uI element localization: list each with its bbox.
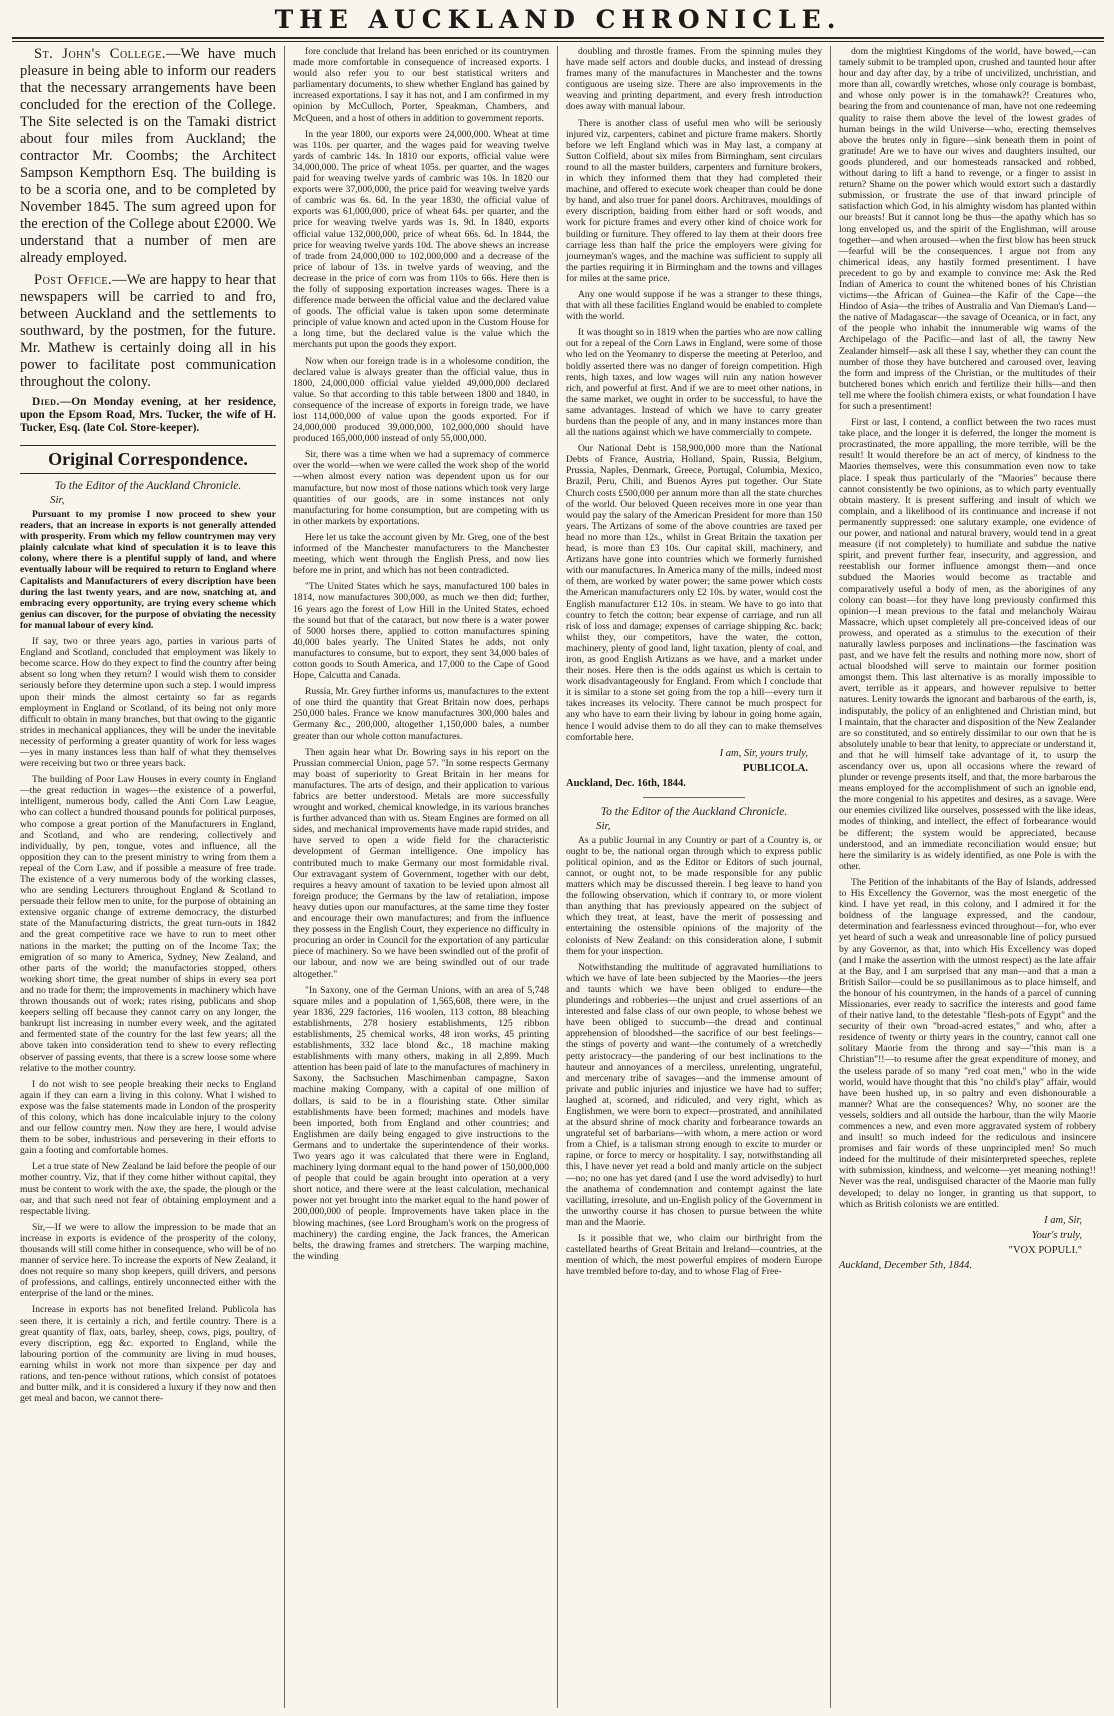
paragraph: Russia, Mr. Grey further informs us, manufactures to the extent of one third the quantity that Great Britain now does, perhaps 250,000 bales. France we know manufactures 300,000 bales and Germany &c., 200,000, altogether 1,150,000 bales, a number greater than our whole cotton manufactures. — [293, 686, 549, 742]
column-2 — [285, 46, 558, 1708]
paragraph: Sir,—If we were to allow the impression to be made that an increase in exports is evidence of the prosperity of the colony, thousands will still come hither in consequence, who will be of no manner of service here. To increase the exports of New Zealand, it does not require so many shop keepers, quill drivers, and persons of professions, and callings, entirely unconnected either with the enterprise of the land or the mines. — [20, 1221, 276, 1300]
article-st-johns-college — [20, 46, 276, 267]
article-heading: Post Office. — [34, 272, 113, 288]
letter-signature: PUBLICOLA. — [742, 762, 808, 774]
paragraph: Notwithstanding the multitude of aggravated humiliations to which we have of late been subjected by the Maories—the jeers and taunts which we have been obliged to endure—the plunderings and robberies—the unjust and cruel assertions of an interested and false class of our own people, to whose behest we have been obliged to succumb—the dread and continual apprehension of bloodshed—the sacrifice of our best feelings—the stings of poverty and want—the contumely of a wretchedly petty aristocracy—the pandering of our best inclinations to the hauteur and annoyances of a merciless, unrelenting, ungrateful, and mercenary tribe of savages—and the immense amount of private and public injuries and injustice we have had to suffer; laughed at, scorned, and ridiculed, and very right, which as Englishmen, we were born to expect—prostrated, and annihilated at the absurd shrine of mock charity and forbearance towards an ungrateful set of barbarians—with whom, a mere action or word from a Chief, is a talisman strong enough to excite to murder or rapine, or force to mercy or hospitality. I say, notwithstanding all this, I have never yet read a bold and manly article on the subject—no; no one has yet dared (and I use the word advisedly) to hurl the anathema of condemnation and contempt against the late vacillating, irresolute, and un-English policy of the Government in the unworthy course it has chosen to pursue between the white man and the Maorie. — [566, 961, 822, 1228]
paragraph: Pursuant to my promise I now proceed to shew your readers, that an increase in exports is not generally attended with prosperity. From which my fellow countrymen may very plainly calculate what kind of speculation it is to leave this colony, where there is a plentiful supply of land, and where eventually labour will be required to return to England where Capitalists and Manufacturers of every discription have been during the last twenty years, and are now, snatching at, and embracing every opportunity, are trying every scheme which genius can discover, for the purpose of obviating the necessity for manual labour of every kind. — [20, 509, 276, 631]
letter-address: To the Editor of the Auckland Chronicle. — [54, 480, 242, 492]
letter-closing-2: Your's truly, — [1031, 1229, 1082, 1241]
paragraph: dom the mightiest Kingdoms of the world, have bowed,—can tamely submit to be trampled upon, crushed and taunted hour after hour and day after day, by a tribe of uncivilized, unchristian, and more than all, cowardly wretches, whose only courage is bombast, and whose only power is in the tomahawk?! Creatures who, bearing the from and countenance of man, have not one redeeming quality to raise them above the level of the lowest grades of human beings in the wild Universe—who, erecting themselves above the brutes only in figure—sink beneath them in point of gratitude! Are we to have our wives and daughters insulted, our goods plundered, and our homesteads ransacked and robbed, without daring to lift a hand to revenge, or a finger to assist in return? Shame on the power which would extort such a dastardly submission, or frustrate the use of that inward principle of satisfaction which God, in his almighty wisdom has planted within our breasts! But it cannot long be thus—the apathy which has so long enveloped us, and the spirit of the Englishman, will arouse together—and when aroused—when the first blow has been struck—fearful will be the consequences. I argue not from any chimerical ideas, any hastily formed presentiment. I have precedent to go by and example to convince me: Ask the Red Indian of America to count the whitened bones of his Christian victims—the African of Guinea—the Kafir of the Cape—the Hindoo of Asia—the tribes of Australia and Van Dieman's Land—the native of Madagascar—the savage of Oceanica, or in fact, any of the people who inhabit the innumerable wig wams of the Archipelago of the Pacific—and last of all, the tawny New Zealander himself—ask all these I say, whether they can count the number of those they have butchered and caroused over, leaving the form and impress of the Christian, or the multitudes of their butchered bones which enrich and fertilize their hills—and then tell me where the foolish chimera exists, or what foundation I have for such a presentiment! — [839, 46, 1096, 412]
masthead-rule-thin — [12, 41, 1104, 42]
paragraph: In the year 1800, our exports were 24,000,000. Wheat at time was 110s. per quarter, and the wages paid for weaving twelve yards of cambric 14s. In 1810 our exports, official value were 34,000,000. The price of wheat 105s. per quarter, and the wages paid for weaving twelve yards of cambric was 10s. In 1820 our exports were 37,000,000, the price paid for weaving twelve yards of cambric was 6s. 6d. In the year 1830, the official value of exports was 61,000,000, price of wheat 64s. per quarter, and the price for weaving twelve yards was 1s. 9d. In 1840, exports official value 132,000,000, price of wheat 66s. 6d. In 1844, the price for weaving twelve yards 10d. The above shews an increase of trade from 24,000,000 to 102,000,000 and a decrease of the price of labour of 13s. in twelve yards of weaving, and the decrease in the price of corn was from 110s to 66s. Here then is the folly of supposing exportation increases wages. There is a difference made between the official value and the declared value of goods. The official value is taken upon some determinate principle of value known and acted upon in the Custom House for a long time, but the declared value is the value which the merchants put upon the goods they export. — [293, 128, 549, 351]
section-title: Original Correspondence. — [20, 445, 276, 474]
letter-closing: I am, Sir, yours truly, — [719, 747, 808, 759]
notice-died — [20, 396, 276, 435]
paragraph: I do not wish to see people breaking their necks to England again if they can earn a living in this colony. What I wished to expose was the false statements made in London of the prosperity of this colony, which has done incalculable injury to the colony and our fellow country men. Now they are here, I would advise them to be sober, industrious and persevering in their efforts to gain a footing and comfortable homes. — [20, 1078, 276, 1157]
divider — [643, 797, 745, 798]
paragraph: Let a true state of New Zealand be laid before the people of our mother country. Viz, that if they come hither without capital, they must be content to work with the axe, the spade, the plough or the oar, and that such need not fear of obtaining employment and a respectable living. — [20, 1161, 276, 1217]
column-3 — [558, 46, 831, 1708]
letter-salutation: Sir, — [50, 494, 65, 506]
letter-dateline — [839, 1260, 1096, 1271]
article-text: —On Monday evening, at her residence, upon the Epsom Road, Mrs. Tucker, the wife of H. Tucker, Esq. (late Col. Store-keeper). — [20, 396, 276, 434]
article-heading: St. John's College. — [34, 46, 166, 62]
paragraph: fore conclude that Ireland has been enriched or its countrymen made more comfortable in consequence of increased exports. I would also refer you to our best statistical writers and parliamentary documents, to shew whether England has gained by increased exportations. I say it has not, and I am confirmed in my opinion by McCulloch, Porter, Speakman, Chambers, and McQueen, and a host of others in addition to government reports. — [293, 46, 549, 124]
paragraph: The Petition of the inhabitants of the Bay of Islands, addressed to His Excellency the Governor, was the most energetic of the kind. I have yet read, in this colony, and I admired it for the boldness of the language expressed, and the candour, determination and fearlessness evinced throughout—for, who ever yet heard of such a weak and unreasonable line of policy pursued by any Governor, as that, into which His Excellency was doped (and I make the assertion with the utmost respect) as the late affair at the Bay, and I am surprised that any man—and that a man a British Sailor—could be so pusillanimous as to place himself, and the honour of his countrymen, in the hands of a parcel of cunning Missionaries, ever ready to sacrifice the interests and good fame of their native land, to the detestable "flesh-pots of Egypt" and the security of their own "broad-acred estates," and who, after a residence of twenty or thirty years in the country, cannot call one solitary Maorie from the throng and say—"this man is a Christian"!!—to resume after the great expenditure of money, and the useless parade of so many "red coat men," who in the wide world, would have thought that this "no child's play" affair, would have been hushed up, in so paltry and even dishonourable a manner? What are the consequences? Why, no sooner are the vessels, soldiers and all outside the harbour, than the wily Maorie commences a new, and even more aggravated system of robbery and insult! so much indeed for the rediculous and insincere promises and fair words of these unprincipled men! So much indeed for the multitude of their misinterpreted speeches, replete with submission, kindness, and welcome—yet meaning nothing!! Never was the real, undisguised character of the Maorie man fully developed; to delay no longer, in granting us that support, to which as British colonists we are entitled. — [839, 876, 1096, 1210]
paragraph: There is another class of useful men who will be seriously injured viz, carpenters, cabinet and picture frame makers. Shortly before we left England which was in May last, a company at Sutton Colfield, about six miles from Birmingham, sent circulars round to all the master builders, carpenters and furniture brokers, in which they informed them that they had completed their machine, and offered to execute work cheaper than could be done by hand, and also truer for panel doors. Architraves, mouldings of every discription, baiding from either hard or soft woods, and work for picture frames and every other kind of choice work for building or furniture. They offered to lay them at their doors free carriage less than half the price the employers were giving for journeyman's wages, and the machine was sufficient to supply all the parties requiring it in Birmingham and the towns and villages for miles at the same price. — [566, 117, 822, 284]
paragraph: Increase in exports has not benefited Ireland. Publicola has seen there, it is certainly a rich, and fertile country. There is a great quantity of flax, oats, barley, sheep, cows, pigs, poultry, of every discription, egg &c. exported to England, while the labouring portion of the community are living in mud houses, earning whilst in work not more than sixpence per day and rations, and ten-pence without rations, which consist of potatoes and butter milk, and it is considered a luxury if they now and then get meal and bacon, we cannot there- — [20, 1304, 276, 1405]
paragraph: If say, two or three years ago, parties in various parts of England and Scotland, concluded that employment was likely to become scarce. How do they expect to find the country after being absent so long when they return? I would wish them to consider seriously before they determine upon such a step. I would impress upon their minds the almost certainty so far as regards employment in England or Scotland, of its being not only more difficult to obtain in many branches, but that owing to the gigantic strides in mechanical appliances, they will be under the inevitable necessity of performing a greater quantity of work for less wages—yes in many instances less than half of what they themselves were receiving but two or three years back. — [20, 636, 276, 770]
letter-date: Auckland, December 5th, 1844. — [839, 1259, 972, 1271]
masthead: THE AUCKLAND CHRONICLE. — [274, 5, 842, 34]
article-text: —We have much pleasure in being able to inform our readers that the necessary arrangements have been concluded for the erection of the College. The Site selected is on the Tamaki district about four miles from Auckland; the contractor Mr. Coombs; the Architect Sampson Kempthorn Esq. The building is to be a scoria one, and to be completed by November 1845. The sum agreed upon for the erection of the College about £2000. We understand that a number of men are already employed. — [20, 46, 276, 266]
paragraph: Our National Debt is 158,900,000 more than the National Debts of France, Austria, Holland, Spain, Russia, Belgium, Prussia, Naples, Denmark, Greece, Portugal, Columbia, Mexico, Brazil, Peru, Chili, and Buenos Ayres put together. Our State Church costs £500,000 per annum more than all the state churches of the world. Our beloved Queen receives more in one year than would pay the salary of the American President for more than 150 years. The Artizans of some of the above countries are taxed per head no more than 12s., whilst in Great Britain the taxation per head, is more than £3 10s. Our capital skill, machinery, and Artizans have gone into countries which we formerly furnished with our manufactures. In America many of the mills, indeed most of them, are worked by water power; the same power which costs the American manufacturers only £2 10s. by water, would cost the English manufacturer £12 10s. in steam. We have to go into that country to fetch the cotton; bear expense of carriage, and run all risk of loss and damage; expenses of carriage shipping &c. back; whilst they, our competitors, have the water, the cotton, machinery, plenty of good land, light taxation, plenty of coal, and iron, as good English Artizans as we have, and a market under their noses. Here then is the odds against us which is certain to work disadvantageously for England. From which I conclude that it is similar to a stone set going from the top a hill—every turn it takes increases its velocity. There cannot be much prospect for any who have to earn their living by labour in going home again, hence I would advise them to do all they can to make themselves comfortable here. — [566, 443, 822, 743]
paragraph: doubling and throstle frames. From the spinning mules they have made self actors and double ducks, and instead of dressing frames many of the manufactures in Manchester and the towns contiguous are useing size. There are also improvements in the weaving and printing department, and every fresh introduction does away with manual labour. — [566, 46, 822, 113]
paragraph: Then again hear what Dr. Bowring says in his report on the Prussian commercial Union, page 57. "In some respects Germany may boast of superiority to Great Britain in her means for manufactures. The arts of design, and their application to various fabrics are better understood. Metals are more successfully wrought and worked, chemical knowledge, in its various branches is further advanced than with us. Steam Engines are formed on all sides, and mechanical improvements have made rapid strides, and have served to open a wide field for the characteristic development of German intelligence. One impolicy has contributed much to make Germany our most formidable rival. Our extravagant system of Government, together with our debt, requires a heavy amount of taxation to be levied upon almost all foreign produce; the Germans by the law of retaliation, impose heavy duties upon our manufactures, at the same time they foster and encourage their own manufactures; and from the influence they possess in the English Court, they experience no difficulty in procuring an order in Council for the exportation of any particular piece of machinery. So we have been swindled out of the profit of our labour, and now we are being swindled out of our trade altogether." — [293, 746, 549, 980]
paragraph: Is it possible that we, who claim our birthright from the castellated hearths of Great Britain and Ireland—countries, at the mention of which, the most powerful empires of modern Europe have trembled before to-day, and to whose Flag of Free- — [566, 1233, 822, 1278]
paragraph: Any one would suppose if he was a stranger to these things, that with all these facilities England would be enabled to complete with the world. — [566, 288, 822, 323]
paragraph: As a public Journal in any Country or part of a Country is, or ought to be, the national organ through which to express public political opinion, and as the Editor or Editors of such journal, cannot, or ought not, to be made responsible for any public matters which may be discussed therein. I beg leave to hand you the following observation, which if contrary to, or more violent than anything that has previously appeared on the subject of which they treat, at least, have the merit of possessing and entertaining the ostensible opinions of the majority of the colonists of New Zealand: on this consideration alone, I submit them for your inspection. — [566, 834, 822, 957]
letter-address: To the Editor of the Auckland Chronicle. — [600, 805, 788, 818]
article-text: —We are happy to hear that newspapers will be carried to and fro, between Auckland and the settlements to southward, by the postmen, for the future. Mr. Mathew is certainly doing all in his power to facilitate post communication throughout the colony. — [20, 272, 276, 390]
letter-signature: "VOX POPULI." — [1008, 1244, 1082, 1256]
paragraph: Now when our foreign trade is in a wholesome condition, the declared value is always greater than the official value, thus in 1800, 24,000,000 official value yielded 49,000,000 declared value. So that according to this table between 1800 and 1840, in consequence of the increase of exports in foreign trade, we have lost 114,000,000 of value upon the goods exported. For if 24,000,000 produced 39,000,000, 102,000,000 should have produced 165,000,000 instead of only 55,000,000. — [293, 355, 549, 445]
paragraph: Here let us take the account given by Mr. Greg, one of the best informed of the Manchester manufacturers to the Manchester meeting, which went through the English Press, and now lies before me in print, and which has not been contradicted. — [293, 531, 549, 577]
letter-closing: I am, Sir, — [1044, 1214, 1082, 1226]
paragraph: "The United States which he says, manufactured 100 bales in 1814, now manufactures 300,000, as much we then did; further, 16 years ago the forest of Low Hill in the United States, echoed the sound but that of the cataract, but now there is a water power of 5000 horses there, applied to cotton manufactures spining 40,000 bales yearly. The United States he adds, not only manufactures to consume, but to export, they sent 34,000 bales of cotton goods to South America, and 17,000 to the Cape of Good Hope, Calcutta and Canada. — [293, 581, 549, 682]
letter-salutation: Sir, — [596, 819, 611, 832]
letter-dateline — [566, 778, 822, 789]
paragraph: It was thought so in 1819 when the parties who are now calling out for a repeal of the Corn Laws in England, were some of those who led on the Yeomanry to disperse the meeting at Peterloo, and boldly asserted there was no danger of foreign competition. High rents, high taxes, and low wages will ruin any nation however rich, and powerful at first. And if we are to meet other nations, in the same market, we ought in order to be successful, to have the same advantages. Instead of which we have to carry greater burdens than the people of any, and in many instances more than all the nations against which we have commercially to compete. — [566, 327, 822, 439]
article-post-office — [20, 272, 276, 391]
column-1 — [12, 46, 285, 1708]
paragraph: Sir, there was a time when we had a supremacy of commerce over the world—when we were called the work shop of the world—when almost every nation was dependent upon us for our manufacture, but now most of those nations which took very large quantities of our goods, are in some instances not only manufacturing for home consumption, but are competing with us in other markets by exportations. — [293, 449, 549, 527]
columns — [12, 46, 1104, 1708]
column-4 — [831, 46, 1104, 1708]
paragraph: The building of Poor Law Houses in every county in England—the great reduction in wages—the existence of a powerful, intelligent, numerous body, called the Anti Corn Law League, who can collect a hundred thousand pounds for political purposes, who compose a great portion of the Manufacturers in England, and Scotland, and who are rendering, collectively and individually, by pen, tongue, votes and influence, all the opposition they can to the present ministry to wring from them a repeal of the Corn Law, and if possible a measure of free trade. The existence of a very numerous body of the working classes, who are sending Lecturers throughout England & Scotland to persuade their fellow men to unite, for the purpose of obtaining an extensive organic change of extreme democracy, the disturbed state of the Manufacturing districts, the great turn-outs in 1842 and the great competitive race we have to run to meet other nations in the market; the putting on of the Income Tax; the emigration of so many to America, Sydney, New Zealand, and other parts of the world; the manufactories stopped, others working short time, the great number of ships in every sea port and no trade for them; the improvements in machinery which have thrown thousands out of work; rates rising, publicans and shop keepers selling off because they cannot carry on any longer, the bankrupt list increasing in number every week, and the agitated and fermented state of the country for the last few years; all the above taken into consideration tend to shew to every reflecting observer of passing events, that there is a screw loose some where relative to the mother country. — [20, 774, 276, 1074]
letter-date: Auckland, Dec. 16th, 1844. — [566, 777, 686, 789]
article-heading: Died. — [32, 396, 60, 408]
masthead-rule — [12, 37, 1104, 39]
paragraph: First or last, I contend, a conflict between the two races must take place, and the longer it is deferred, the longer the moment is procrastinated, the more appalling, the more terrible, will be the result! It would therefore be an act of mercy, of kindness to the Maories themselves, were this consummation even now to take place. I speak thus particularly of the "Maories" because there cannot consistently be two opinions, as to which party eventually obtain mastery. It is present suffering and insult of which we complain, and a likelihood of its continuance and increase if not permanently suppressed: one salutary example, one evidence of our power, and national and natural bravery, would tend in a great measure (if not completely) to humiliate and subdue the native spirit, and prevent further fear, insecurity, and aggression, and reestablish our former influence amongst them—and once subdued the Maories would become as tractable and comparatively useful a body of men, as the aborigines of any colony can boast—for they have long previously confirmed this opinion—I mean previous to the fatal and melancholy Wairau Massacre, which upset completely all pre-conceived ideas of our prowess, and operated as a stimulus to the execution of their naturally lawless purposes and inclinations—the fascination was past, and we have felt the results and nothing more now, short of actual bloodshed will serve to maintain our former position amongst them. This last alternative is as morally impossible to avert, terrible as it appears, and however repulsive to better natures. Lenity towards the ignorant and barbarous of the earth, is, indisputably, the policy of an enlightened and Christian mind, but I maintain, that the character and disposition of the New Zealander are so constituted, and so entirely dissimilar to our own that he is absolutely unable to bear that lenity, to appreciate or understand it, and that he will himself take advantage of it, to usurp the ascendancy over us, upon all occasions where the reward of plunder or revenge presents itself, and that, the more barbarous the means employed for the accomplishment of such an ignoble end, the more congenial to his appetites and desires, as a savage. Were our enemies civilized like ourselves, possessed with the like ideas, modes of thinking, and intellect, the effect of forbearance would be different; the system would be appreciated, because understood, and an immediate reconciliation would ensue; but here the similarity is as widely identified, as one Pole is with the other. — [839, 417, 1096, 872]
paragraph: "In Saxony, one of the German Unions, with an area of 5,748 square miles and a population of 1,565,608, there were, in the year 1836, 229 factories, 116 woolen, 113 cotton, 88 bleaching establishments, 278 hosiery establishments, 125 ribbon establishments, 25 chemical works, 48 iron works, 45 printing establishments, 332 lace blond &c., 18 machine making establishments with many others, making in all 2,899. Much attention has been paid of late to the manufactures of machinery in Saxony, the Sachsuchen Maschimenban campagne, Saxon machine making Company, with a capital of one million of dollars, is said to be in a flourishing state. Other similar establishments have been formed; machines and models have been imported, both from England and other countries; and Englishmen are daily being engaged to give instructions to the Germans and to undertake the superintendence of their works. Two years ago it was calculated that there were in England, machinery lying dormant equal to the hand power of 150,000,000 of people that could be again brought into operation at a very short notice, and there were at the least calculation, mechanical power not yet brought into the market equal to the hand power of 200,000,000 of people. Improvements have taken place in the blowing machines, (see Lord Brougham's work on the progress of machinery) the carding engine, the Jack frances, the American belts, the drawing frames and stretchers. The warping machine, the winding — [293, 984, 550, 1262]
